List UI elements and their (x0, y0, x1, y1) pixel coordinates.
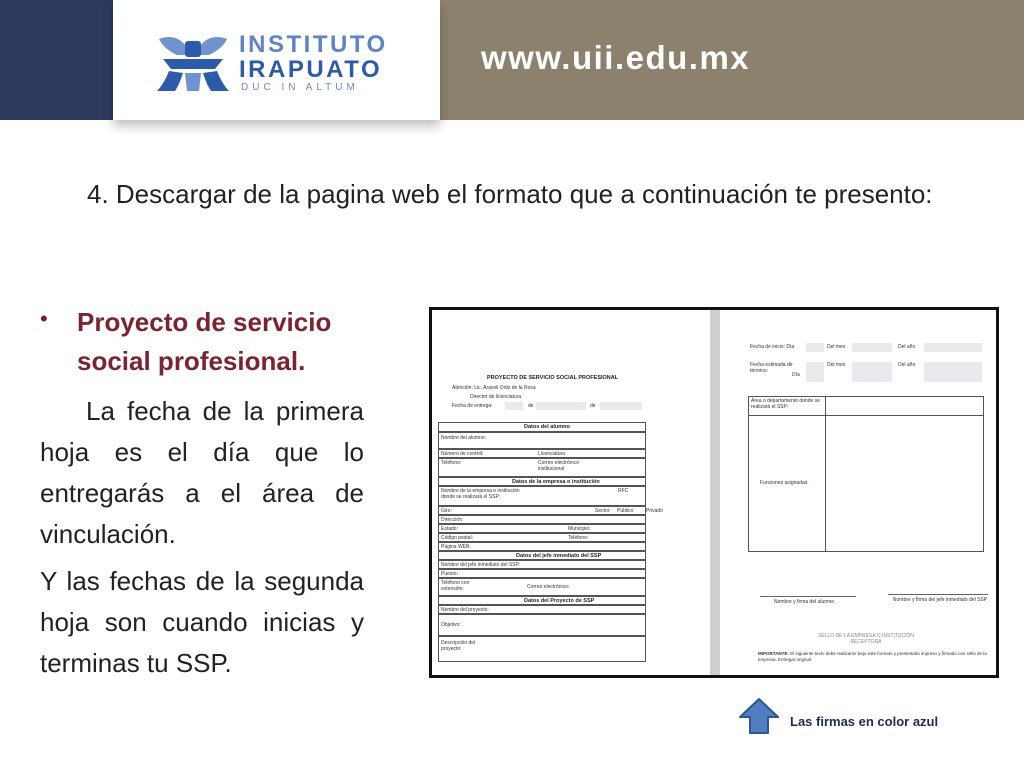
form-field-public: Público (617, 508, 634, 514)
form-title: PROYECTO DE SERVICIO SOCIAL PROFESIONAL (487, 375, 619, 381)
form-field-zip: Código postal: (441, 535, 473, 541)
form-area: Área o departamento donde se realizará el SSP: (751, 398, 820, 410)
form-attention: Atención: Lic. Araceli Ortiz de la Rosa (452, 385, 536, 391)
form-field-company: Nombre de la empresa o institución donde se realizará el SSP: (441, 488, 520, 500)
form-start-year: Del año (898, 344, 916, 350)
header-navy-band (0, 0, 113, 120)
form-field-degree: Licenciatura (538, 451, 565, 457)
form-field-name: Nombre del alumno: (441, 435, 487, 441)
form-field-phone2: Teléfono: (568, 535, 589, 541)
logo-line2: IRAPUATO (239, 56, 383, 83)
logo-motto: DUC IN ALTUM (241, 82, 359, 93)
form-field-email2: Correo electrónico: (527, 584, 570, 590)
form-field-state: Estado: (441, 526, 458, 532)
form-end-label: Fecha estimada de término: (750, 362, 793, 374)
signature-caption: Las firmas en color azul (790, 714, 939, 729)
form-field-project: Nombre del proyecto: (441, 607, 489, 613)
form-start-month: Del mes (827, 344, 846, 350)
form-page-left (432, 310, 710, 675)
form-field-sector: Sector: (595, 508, 611, 514)
bullet-title: Proyecto de servicio social profesional. (77, 307, 332, 376)
form-sign-boss: Nombre y firma del jefe inmediato del SSP (892, 597, 988, 603)
institute-logo-icon (155, 33, 231, 95)
form-section-student: Datos del alumno (524, 424, 570, 430)
bullet-dot-icon: • (40, 306, 48, 331)
form-field-position: Puesto: (441, 571, 458, 577)
form-field-address: Dirección: (441, 517, 464, 523)
paragraph-second-sheet: Y las fechas de la segunda hoja son cuando inicias y terminas tu SSP. (40, 566, 364, 678)
form-field-private: Privado (646, 508, 663, 514)
form-field-description: Descripción del proyecto: (441, 640, 476, 652)
paragraph-first-sheet: La fecha de la primera hoja es el día que lo entregarás a el área de vinculación. (40, 396, 364, 549)
form-field-email: Correo electrónico institucional (538, 460, 579, 472)
form-section-boss: Datos del jefe inmediato del SSP (516, 553, 602, 559)
form-date-de2: de (590, 403, 596, 409)
form-field-phone-ext: Teléfono con extensión: (441, 580, 470, 592)
arrow-up-icon[interactable] (738, 697, 780, 735)
form-field-control: Número de control: (441, 451, 484, 457)
form-field-giro: Giro: (441, 508, 452, 514)
form-field-municipality: Municipio: (568, 526, 591, 532)
form-date-label: Fecha de entrega: (452, 403, 493, 409)
form-field-boss: Nombre del jefe inmediato del SSP: (441, 562, 521, 568)
form-sign-student: Nombre y firma del alumno (774, 599, 835, 605)
logo-panel (113, 0, 440, 120)
form-start-label: Fecha de inicio: Día (750, 344, 795, 350)
form-important (758, 651, 988, 663)
form-end-month: Del mes (827, 362, 846, 368)
website-url: www.uii.edu.mx (481, 39, 751, 76)
form-date-de1: de (528, 403, 534, 409)
page-separator (710, 310, 720, 675)
form-end-day: Día (792, 372, 800, 378)
logo-line1: INSTITUTO (239, 31, 388, 58)
form-important-label: IMPORTANTE: (758, 651, 789, 656)
form-page-right (720, 310, 996, 675)
form-field-web: Página WEB: (441, 544, 471, 550)
form-seal: SELLO DE LA EMPRESA O INSTITUCIÓN RECEPTORA (818, 633, 914, 645)
form-section-company: Datos de la empresa o institución (512, 479, 600, 485)
form-field-rfc: RFC (618, 488, 629, 494)
form-field-phone: Teléfono: (441, 460, 462, 466)
form-preview-image (429, 307, 999, 678)
form-important-text: El siguiente texto debe realizarse bajo este formato y presentarlo impreso y firmado con sello de la empresa. Entregar original. (758, 651, 987, 662)
form-end-year: Del año (898, 362, 916, 368)
form-section-project: Datos del Proyecto de SSP (524, 598, 595, 604)
step-instruction: 4. Descargar de la pagina web el formato que a continuación te presento: (87, 179, 933, 209)
form-director: Director de licenciatura (470, 394, 522, 400)
form-functions: Funciones asignadas: (760, 480, 809, 486)
form-field-objective: Objetivo: (441, 622, 461, 628)
